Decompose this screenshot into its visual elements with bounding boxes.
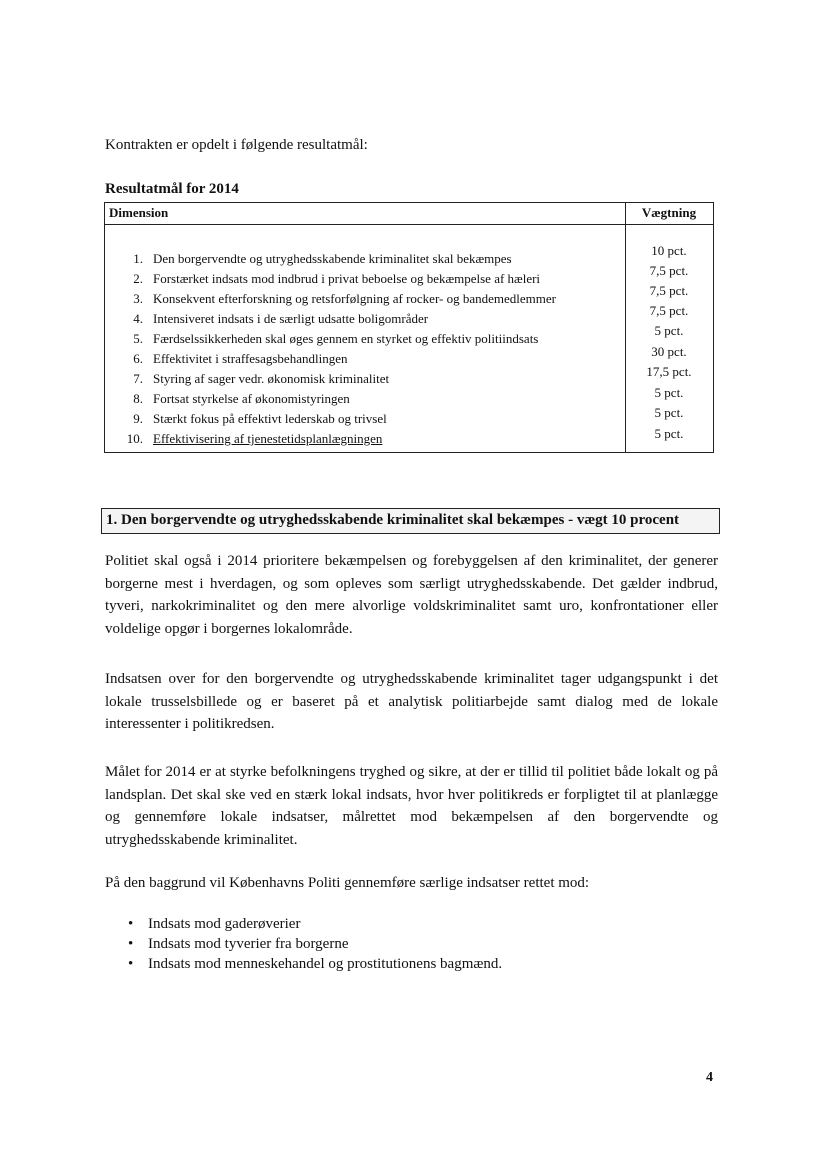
goal-text: Forstærket indsats mod indbrud i privat beboelse og bekæmpelse af hæleri (153, 271, 541, 286)
bullet-text: Indsats mod tyverier fra borgerne (148, 936, 349, 952)
intro-text: Kontrakten er opdelt i følgende resultatmål: (105, 137, 368, 153)
goal-number: 9. (133, 411, 143, 426)
bullet-text: Indsats mod menneskehandel og prostitutionens bagmænd. (148, 956, 503, 972)
paragraph: Politiet skal også i 2014 prioritere bekæmpelsen og forebyggelsen af den kriminalitet, der generer borgerne mest i hverdagen, og som opleves som særligt utryghedsskabende. Det gælder indbrud, tyveri, narkokriminalitet og den mere alvorlige voldskriminalitet samt uro, konfrontationer eller voldelige opgør i borgernes lokalområde. (105, 553, 718, 637)
goal-number: 8. (133, 391, 143, 406)
bullet-item (128, 954, 502, 974)
goal-text: Stærkt fokus på effektivt lederskab og trivsel (153, 411, 387, 426)
goal-number: 4. (133, 311, 143, 326)
goal-text: Intensiveret indsats i de særligt udsatte boligområder (153, 311, 429, 326)
bullet-icon: • (128, 956, 134, 972)
goal-text: Fortsat styrkelse af økonomistyringen (153, 391, 350, 406)
goal-weight: 7,5 pct. (649, 283, 689, 298)
table-header-row (105, 203, 713, 225)
goal-text: Styring af sager vedr. økonomisk kriminalitet (153, 371, 390, 386)
goal-number: 1. (133, 251, 143, 266)
goal-number: 3. (133, 291, 143, 306)
goal-text: Effektivitet i straffesagsbehandlingen (153, 351, 348, 366)
goal-text: Konsekvent efterforskning og retsforfølgning af rocker- og bandemedlemmer (153, 291, 556, 306)
page-number: 4 (706, 1070, 713, 1085)
goal-text: Den borgervendte og utryghedsskabende kriminalitet skal bekæmpes (153, 251, 512, 266)
goal-weight: 10 pct. (651, 243, 687, 258)
goal-weight: 7,5 pct. (649, 303, 689, 318)
bullet-list (128, 914, 502, 974)
paragraph: Målet for 2014 er at styrke befolkningens tryghed og sikre, at der er tillid til politiet både lokalt og på landsplan. Det skal ske ved en stærk lokal indsats, hvor hver politikreds er forpligtet til at planlægge og gennemføre lokale indsatser, målrettet mod bekæmpelsen af den borgervendte og utryghedsskabende kriminalitet. (105, 764, 718, 848)
header-weight: Vægtning (641, 205, 697, 220)
bullet-item (128, 934, 502, 954)
goal-text: Effektivisering af tjenestetidsplanlægningen (153, 431, 383, 446)
goal-weight: 30 pct. (651, 344, 687, 359)
goal-weight: 17,5 pct. (646, 364, 692, 379)
bullet-icon: • (128, 936, 134, 952)
goal-weight: 5 pct. (654, 405, 684, 420)
bullet-icon: • (128, 916, 134, 932)
section-heading: 1. Den borgervendte og utryghedsskabende kriminalitet skal bekæmpes - vægt 10 procent (106, 512, 680, 528)
section-heading-box (101, 508, 720, 534)
goal-text: Færdselssikkerheden skal øges gennem en styrket og effektiv politiindsats (153, 331, 539, 346)
paragraph: Indsatsen over for den borgervendte og utryghedsskabende kriminalitet tager udgangspunkt i det lokale trusselsbillede og er baseret på et analytisk politiarbejde samt dialog med de lokale interessenter i politikredsen. (105, 671, 718, 732)
goal-number: 6. (133, 351, 143, 366)
paragraph: På den baggrund vil Københavns Politi gennemføre særlige indsatser rettet mod: (105, 875, 590, 891)
goal-weight: 5 pct. (654, 385, 684, 400)
results-table (104, 202, 714, 453)
goal-number: 10. (126, 431, 143, 446)
table-title: Resultatmål for 2014 (105, 181, 239, 197)
goal-number: 5. (133, 331, 143, 346)
goal-number: 7. (133, 371, 143, 386)
header-dimension: Dimension (109, 205, 169, 220)
goal-weight: 5 pct. (654, 426, 684, 441)
bullet-item (128, 914, 502, 934)
bullet-text: Indsats mod gaderøverier (148, 916, 301, 932)
goal-weight: 7,5 pct. (649, 263, 689, 278)
goal-weight: 5 pct. (654, 323, 684, 338)
goal-number: 2. (133, 271, 143, 286)
